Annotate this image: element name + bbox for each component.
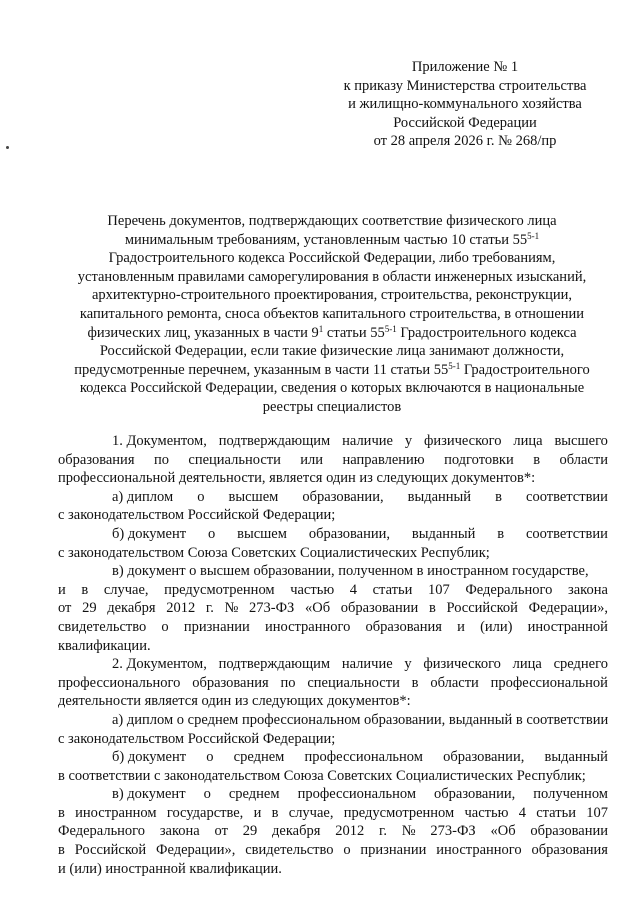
word: 4 [349,581,358,598]
body-line [58,488,608,507]
word: подготовки [444,451,514,468]
word: статьи [372,581,413,598]
word: профессиональной [490,674,608,691]
word: о [343,842,351,859]
word: по [153,451,169,468]
word: образования [192,674,269,691]
document-body [58,432,608,878]
title-line [52,361,612,380]
title-sup: 5-1 [527,230,540,241]
title-line: архитектурно-строительного проектирования, строительства, реконструкции, [91,287,573,304]
word: физического [423,656,501,673]
title-text: Градостроительного кодекса [396,324,577,341]
word: иностранного [436,842,522,859]
word: 107 [586,804,608,821]
word: Федерального [58,823,146,840]
word: образовании, [434,786,516,803]
word: «Об [304,600,331,617]
word: предусмотренном [343,804,455,821]
body-line: деятельности является один из следующих документов*: [58,693,411,710]
title-text: физических лиц, указанных в части 9 [87,324,319,341]
appendix-header [330,58,600,151]
title-line [52,324,612,343]
word: соответствии [525,525,608,542]
word: лица [512,656,542,673]
word: в) документ о высшем образовании, полученном в иностранном государстве, [112,563,589,580]
body-line [58,599,608,618]
word: признании [360,842,427,859]
body-line: с законодательством Российской Федерации; [58,507,336,524]
word: 107 [427,581,450,598]
word: и [253,804,262,821]
appendix-line: к приказу Министерства строительства [343,77,587,94]
body-line [58,562,608,581]
word: 29 [82,600,97,617]
word: соответствии [526,488,608,505]
body-line: квалификации. [58,637,151,654]
word: профессионального [58,674,181,691]
word: в [495,488,502,505]
title-text: Градостроительного [460,361,590,378]
word: от [58,600,72,617]
word: о [161,618,169,635]
word: выданный [411,525,476,542]
body-line [58,432,608,451]
word: закона [159,823,200,840]
word: о [206,749,214,766]
word: о [203,786,211,803]
word: частью [464,804,509,821]
word: Федерации», [528,600,608,617]
word: иностранного [264,618,351,635]
word: статьи [536,804,576,821]
body-line [58,804,608,823]
body-line [58,674,608,693]
word: декабря [107,600,156,617]
word: у [404,656,412,673]
word: 29 [242,823,258,840]
appendix-line: от 28 апреля 2026 г. № 268/пр [373,133,557,149]
word: в [58,842,65,859]
title-text: минимальным требованиям, установленным частью 10 статьи 55 [124,231,528,248]
word: подтверждающим [218,433,331,449]
word: 2012 [166,600,196,617]
word: образовании, [443,749,525,766]
word: наличие [341,656,393,673]
appendix-line: Приложение № 1 [411,59,519,75]
word: области [430,674,479,691]
word: № [401,823,416,840]
scan-speck [6,146,9,149]
body-line [58,618,608,637]
word: Федерации», [156,842,236,859]
word: иностранном [75,804,157,821]
word: признании [183,618,250,635]
word: в [497,525,505,542]
body-line [58,525,608,544]
body-line [58,822,608,841]
word: в [81,581,89,598]
word: и [457,618,465,635]
word: 1. Документом, [112,433,207,449]
body-line: и (или) иностранной квалификации. [58,860,282,877]
word: среднем [233,749,285,766]
body-line [58,748,608,767]
title-text: предусмотренные перечнем, указанным в части 11 статьи 55 [74,361,449,378]
word: Российской [74,842,147,859]
word: специальности [188,451,281,468]
word: образовании, [308,525,391,542]
word: в [411,674,419,691]
word: направлению [342,451,425,468]
word: в [428,600,436,617]
word: 2012 [335,823,365,840]
word: предусмотренном [164,581,275,598]
word: области [559,451,608,468]
word: полученном [533,786,608,803]
body-line: профессиональной деятельности, является один из следующих документов*: [58,470,536,487]
word: образования [531,842,608,859]
title-line: установленным правилами саморегулирования в области инженерных изысканий, [77,268,587,285]
title-line: Российской Федерации, если такие физические лица занимают должности, [99,343,565,360]
word: случае, [288,804,334,821]
body-line [58,451,608,470]
word: (или) [480,618,513,635]
word: свидетельство [58,618,147,635]
word: по [280,674,296,691]
word: образовании [530,823,608,840]
body-line: в соответствии с законодательством Союза Советских Социалистических Республик; [58,767,586,784]
title-line: реестры специалистов [262,398,402,415]
word: Российской [446,600,518,617]
body-line: с законодательством Союза Советских Социалистических Республик; [58,544,490,561]
body-line: с законодательством Российской Федерации; [58,730,336,747]
title-text: статьи 55 [323,324,385,341]
word: наличие [342,433,393,449]
word: а) диплом о среднем профессиональном образовании, выданный в соответствии [112,711,609,728]
word: иностранной [527,618,608,635]
word: образовании [340,600,419,617]
word: высшего [554,433,608,449]
word: физического [423,433,502,449]
word: специальности [307,674,400,691]
title-line: кодекса Российской Федерации, сведения о которых включаются в национальные [79,380,585,397]
appendix-line: и жилищно-коммунального хозяйства [348,96,582,112]
word: о [197,488,205,505]
word: № [224,600,239,617]
title-line: капитального ремонта, сноса объектов капитального строительства, в отношении [79,305,585,322]
word: в) документ [112,786,186,803]
title-line: Перечень документов, подтверждающих соответствие физического лица [107,213,557,229]
word: в [533,451,541,468]
word: в [271,804,279,821]
word: профессиональном [304,749,423,766]
body-line [58,785,608,804]
title-sup: 5-1 [384,323,397,334]
word: декабря [272,823,321,840]
word: или [300,451,324,468]
word: частью [290,581,335,598]
word: среднем [228,786,280,803]
document-title [52,212,612,417]
word: Федерального [465,581,553,598]
word: в [58,804,65,821]
word: образования [58,451,135,468]
word: 273-ФЗ [430,823,476,840]
word: закона [567,581,608,598]
title-line: Градостроительного кодекса Российской Федерации, либо требованиям, [108,250,556,267]
word: от [214,823,228,840]
word: а) диплом [112,488,174,505]
word: 273-ФЗ [249,600,295,617]
word: 4 [518,804,526,821]
word: случае, [103,581,149,598]
body-line [58,581,608,600]
word: 2. Документом, [112,656,207,673]
word: и [58,581,66,598]
body-line [58,655,608,674]
word: профессиональном [297,786,416,803]
word: подтверждающим [218,656,331,673]
word: государстве, [166,804,244,821]
word: у [404,433,413,449]
title-sup: 1 [318,323,324,334]
title-line [52,231,612,250]
body-line [58,711,608,730]
word: высшем [228,488,279,505]
word: о [207,525,216,542]
word: лица [513,433,543,449]
word: образования [365,618,442,635]
body-line [58,841,608,860]
word: среднего [553,656,608,673]
word: высшем [237,525,287,542]
word: г. [379,823,387,840]
word: свидетельство [245,842,334,859]
appendix-line: Российской Федерации [393,114,537,131]
word: выданный [407,488,472,505]
word: б) документ [112,749,187,766]
word: выданный [544,749,608,766]
word: «Об [490,823,516,840]
word: б) документ [112,525,187,542]
word: образовании, [302,488,384,505]
word: г. [205,600,214,617]
title-sup: 5-1 [448,360,461,371]
